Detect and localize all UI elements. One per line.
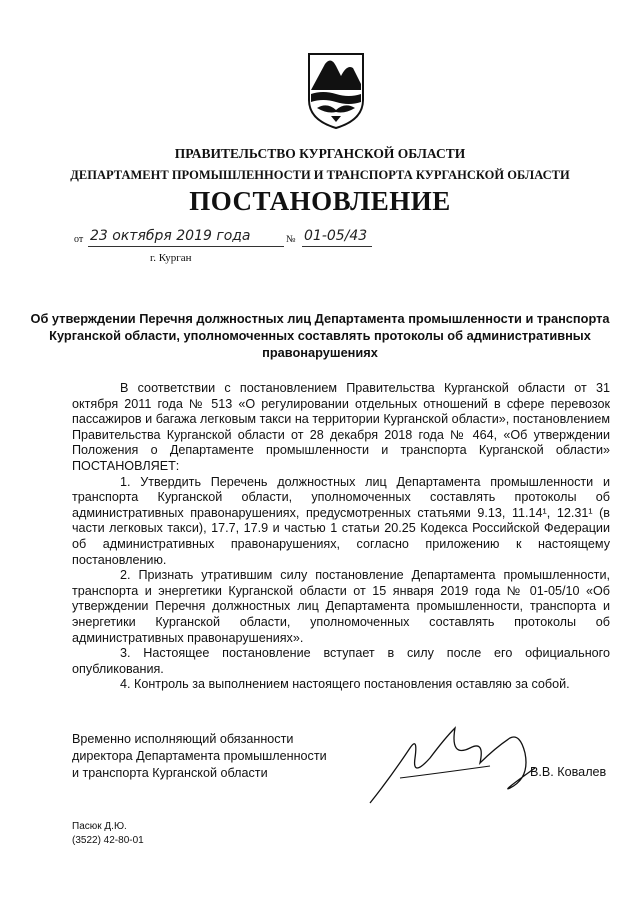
signer-position: [72, 731, 327, 782]
coat-of-arms-icon: [303, 50, 369, 130]
document-title: Об утверждении Перечня должностных лиц Департамента промышленности и транспорта Курганской области, уполномоченных составлять протоколы об административных правонарушениях: [30, 311, 610, 360]
item-2-paragraph: 2. Признать утратившим силу постановление Департамента промышленности, транспорта и энергетики Курганской области от 15 января 2019 года № 01-05/10 «Об утверждении Перечня должностных лиц Департамента промышленности, транспорта и энергетики Курганской области, уполномоченных составлять протоколы об административных правонарушениях».: [72, 568, 610, 645]
item-4-paragraph: 4. Контроль за выполнением настоящего постановления оставляю за собой.: [120, 677, 570, 692]
author-name: Пасюк Д.Ю.: [72, 821, 127, 832]
signer-position-line-1: Временно исполняющий обязанности: [72, 732, 294, 746]
handwritten-signature: [360, 718, 550, 808]
handwritten-date: 23 октября 2019 года: [90, 228, 251, 244]
item-1-paragraph: 1. Утвердить Перечень должностных лиц Департамента промышленности и транспорта Курганской области, уполномоченных составлять протоколы об административных правонарушениях, предусмотренных статьями 9.13, 11.14¹, 12.31¹ (в части легковых такси), 17.7, 17.9 и частью 1 статьи 20.25 Кодекса Российской Федерации об административных правонарушениях, согласно приложению к настоящему постановлению.: [72, 474, 610, 567]
author-phone: (3522) 42-80-01: [72, 835, 144, 846]
document-type: ПОСТАНОВЛЕНИЕ: [189, 186, 451, 216]
number-sign: №: [286, 234, 296, 245]
handwritten-number: 01-05/43: [304, 228, 368, 244]
date-number-line: [74, 228, 404, 252]
date-prefix: от: [74, 234, 84, 245]
number-underline: [302, 246, 372, 247]
department-name: ДЕПАРТАМЕНТ ПРОМЫШЛЕННОСТИ И ТРАНСПОРТА КУРГАНСКОЙ ОБЛАСТИ: [70, 168, 570, 182]
contact-block: [72, 820, 144, 848]
government-name: ПРАВИТЕЛЬСТВО КУРГАНСКОЙ ОБЛАСТИ: [174, 146, 466, 161]
item-3-paragraph: 3. Настоящее постановление вступает в силу после его официального опубликования.: [72, 646, 610, 676]
preamble-paragraph: В соответствии с постановлением Правительства Курганской области от 31 октября 2011 года № 513 «О регулировании отдельных отношений в сфере перевозок пассажиров и багажа легковым такси на территории Курганской области», постановлением Правительства Курганской области от 28 декабря 2018 года № 464, «Об утверждении Положения о Департаменте промышленности и транспорта Курганской области» ПОСТАНОВЛЯЕТ:: [72, 381, 610, 473]
city: г. Курган: [150, 252, 192, 264]
document-body: [72, 381, 610, 693]
signer-name: В.В. Ковалев: [530, 765, 607, 779]
signer-position-line-3: и транспорта Курганской области: [72, 766, 268, 780]
date-underline: [88, 246, 284, 247]
signer-position-line-2: директора Департамента промышленности: [72, 749, 327, 763]
